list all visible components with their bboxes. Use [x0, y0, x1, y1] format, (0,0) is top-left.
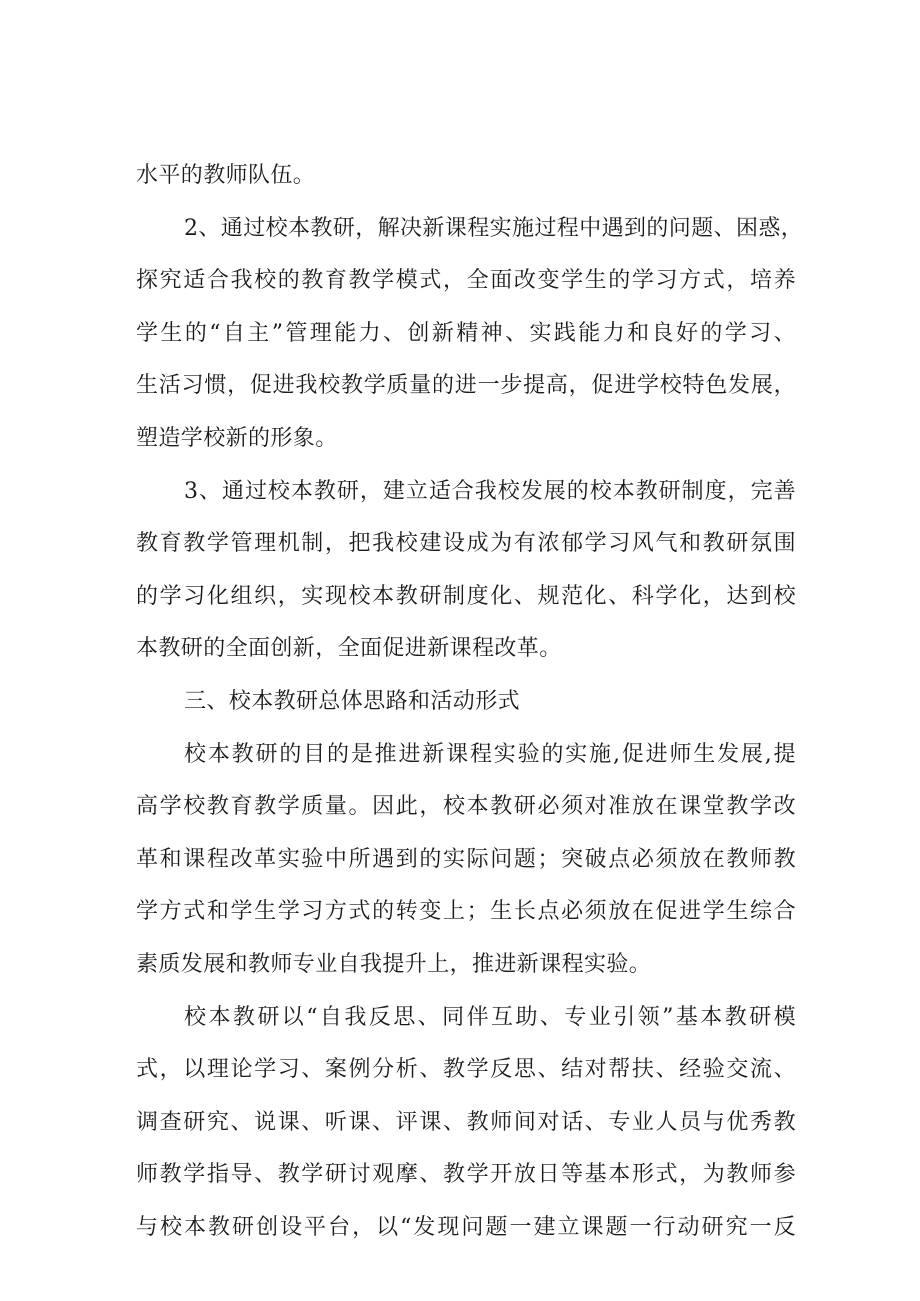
text-line: 师教学指导、教学研讨观摩、教学开放日等基本形式，为教师参 — [136, 1162, 796, 1188]
paragraph-start-line: 校本教研以“自我反思、同伴互助、专业引领”基本教研模 — [184, 1004, 796, 1030]
text-line: 塑造学校新的形象。 — [136, 425, 338, 451]
text-line: 高学校教育教学质量。因此，校本教研必须对准放在课堂教学改 — [136, 794, 796, 820]
text-line: 调查研究、说课、听课、评课、教师间对话、专业人员与优秀教 — [136, 1109, 796, 1135]
text-line: 的学习化组织，实现校本教研制度化、规范化、科学化，达到校 — [136, 583, 796, 609]
text-line: 学方式和学生学习方式的转变上；生长点必须放在促进学生综合 — [136, 899, 796, 925]
paragraph-start-line: 2、通过校本教研，解决新课程实施过程中遇到的问题、困惑， — [184, 215, 804, 241]
text-line: 探究适合我校的教育教学模式，全面改变学生的学习方式，培养 — [136, 268, 796, 294]
text-line: 素质发展和教师专业自我提升上，推进新课程实验。 — [136, 951, 652, 977]
text-line: 水平的教师队伍。 — [136, 163, 316, 188]
text-line: 生活习惯，促进我校教学质量的进一步提高，促进学校特色发展， — [136, 373, 796, 399]
section-heading: 三、校本教研总体思路和活动形式 — [184, 688, 521, 714]
paragraph-start-line: 3、通过校本教研，建立适合我校发展的校本教研制度，完善 — [184, 478, 796, 504]
text-line: 本教研的全面创新，全面促进新课程改革。 — [136, 636, 562, 662]
text-line: 教育教学管理机制，把我校建设成为有浓郁学习风气和教研氛围 — [136, 531, 796, 557]
text-line: 与校本教研创设平台，以“发现问题一建立课题一行动研究一反 — [136, 1214, 796, 1240]
text-line: 学生的“自主”管理能力、创新精神、实践能力和良好的学习、 — [136, 320, 796, 346]
text-line: 革和课程改革实验中所遇到的实际问题；突破点必须放在教师教 — [136, 846, 796, 872]
text-line: 式，以理论学习、案例分析、教学反思、结对帮扶、经验交流、 — [136, 1057, 796, 1083]
document-body — [136, 150, 804, 1254]
paragraph-start-line: 校本教研的目的是推进新课程实验的实施,促进师生发展,提 — [184, 741, 796, 767]
